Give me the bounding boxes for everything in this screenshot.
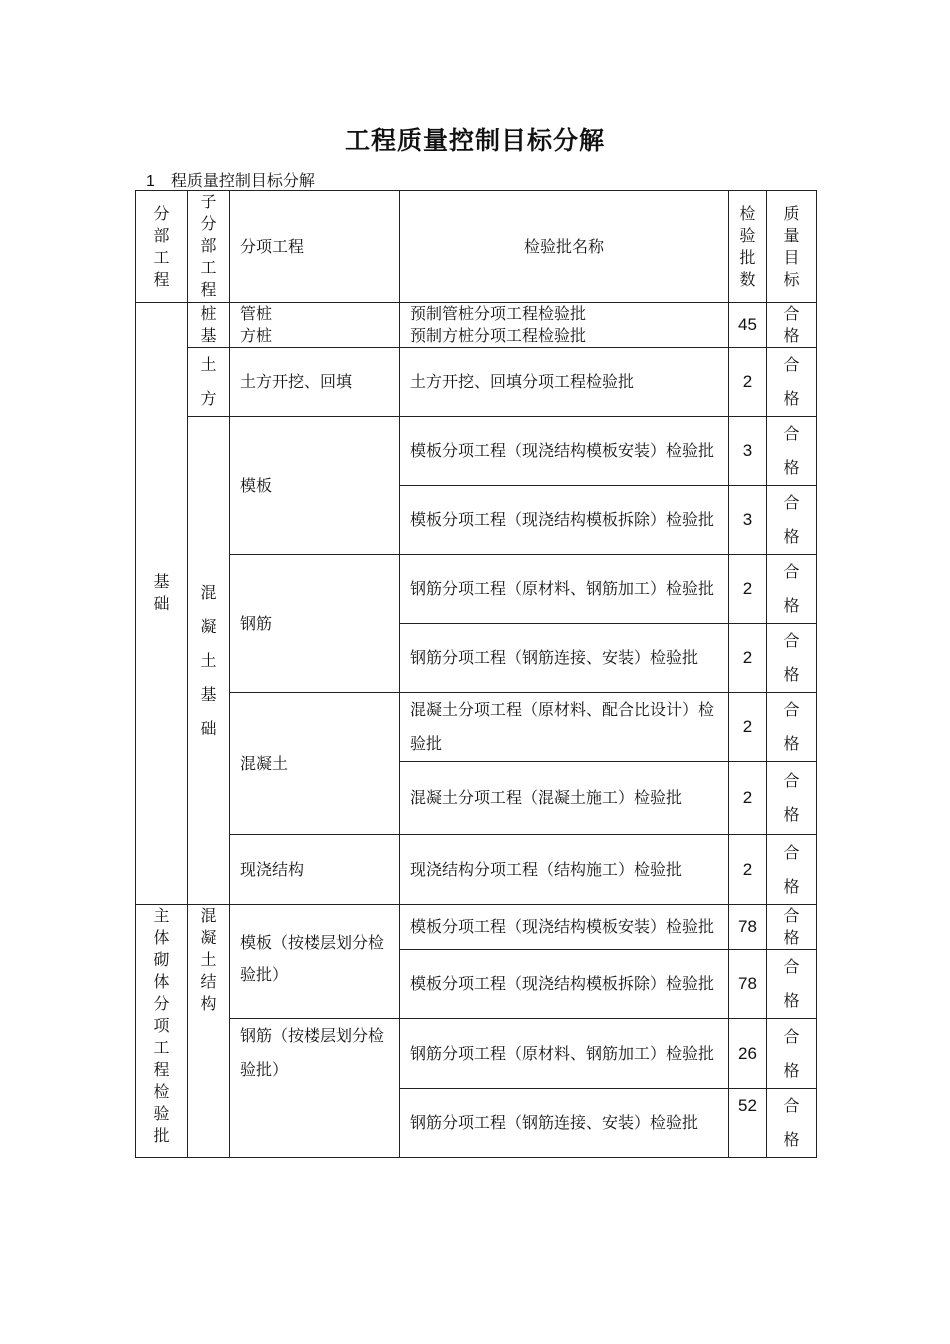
quality-target-cell: 合格 — [767, 693, 817, 762]
header-quality-target: 质量目标 — [767, 191, 817, 303]
item-cell: 钢筋 — [230, 555, 400, 693]
document-title: 工程质量控制目标分解 — [344, 126, 605, 155]
batch-name-cell: 钢筋分项工程（原材料、钢筋加工）检验批 — [400, 555, 729, 624]
batch-count-cell: 78 — [729, 905, 767, 950]
item-cell: 管桩 方桩 — [230, 303, 400, 348]
header-item: 分项工程 — [230, 191, 400, 303]
item-cell: 钢筋（按楼层划分检验批） — [230, 1019, 400, 1158]
subdivision-concrete-foundation: 混凝土基础 — [188, 417, 230, 905]
batch-name-cell: 钢筋分项工程（原材料、钢筋加工）检验批 — [400, 1019, 729, 1089]
batch-name-cell: 模板分项工程（现浇结构模板安装）检验批 — [400, 417, 729, 486]
table-caption — [146, 168, 315, 191]
quality-target-cell: 合格 — [767, 950, 817, 1019]
quality-target-cell: 合格 — [767, 417, 817, 486]
batch-count-cell: 2 — [729, 348, 767, 417]
item-cell: 模板 — [230, 417, 400, 555]
batch-count-cell: 2 — [729, 693, 767, 762]
caption-text: 程质量控制目标分解 — [170, 171, 315, 190]
subdivision-earthwork: 土方 — [188, 348, 230, 417]
quality-target-cell: 合格 — [767, 348, 817, 417]
batch-count-cell: 52 — [729, 1089, 767, 1158]
batch-name-cell: 现浇结构分项工程（结构施工）检验批 — [400, 835, 729, 905]
item-cell: 模板（按楼层划分检验批） — [230, 905, 400, 1019]
table-row — [136, 835, 817, 905]
batch-name-cell: 钢筋分项工程（钢筋连接、安装）检验批 — [400, 624, 729, 693]
batch-count-cell: 2 — [729, 762, 767, 835]
quality-target-cell: 合格 — [767, 624, 817, 693]
quality-target-cell: 合格 — [767, 555, 817, 624]
quality-target-cell: 合格 — [767, 905, 817, 950]
quality-target-table — [135, 190, 817, 1158]
quality-target-cell: 合格 — [767, 835, 817, 905]
header-division: 分部工程 — [136, 191, 188, 303]
subdivision-concrete-structure: 混凝土结构 — [188, 905, 230, 1158]
item-cell: 混凝土 — [230, 693, 400, 835]
batch-count-cell: 3 — [729, 417, 767, 486]
batch-count-cell: 2 — [729, 835, 767, 905]
table-row — [136, 417, 817, 486]
header-subdivision: 子分部工程 — [188, 191, 230, 303]
quality-target-cell: 合格 — [767, 303, 817, 348]
batch-name-cell: 模板分项工程（现浇结构模板拆除）检验批 — [400, 950, 729, 1019]
batch-name-cell: 模板分项工程（现浇结构模板拆除）检验批 — [400, 486, 729, 555]
header-batch-name: 检验批名称 — [400, 191, 729, 303]
division-main-structure: 主体砌体分项工程检验批 — [136, 905, 188, 1158]
batch-count-cell: 45 — [729, 303, 767, 348]
quality-target-cell: 合格 — [767, 1019, 817, 1089]
batch-name-cell: 混凝土分项工程（混凝土施工）检验批 — [400, 762, 729, 835]
table-row — [136, 303, 817, 348]
table-row — [136, 555, 817, 624]
batch-name-cell: 钢筋分项工程（钢筋连接、安装）检验批 — [400, 1089, 729, 1158]
batch-name-cell: 土方开挖、回填分项工程检验批 — [400, 348, 729, 417]
batch-name-cell: 混凝土分项工程（原材料、配合比设计）检验批 — [400, 693, 729, 762]
caption-number: 1 — [146, 173, 155, 190]
quality-target-cell: 合格 — [767, 486, 817, 555]
table-row — [136, 348, 817, 417]
subdivision-pile: 桩基 — [188, 303, 230, 348]
item-cell: 土方开挖、回填 — [230, 348, 400, 417]
batch-count-cell: 26 — [729, 1019, 767, 1089]
batch-count-cell: 3 — [729, 486, 767, 555]
batch-count-cell: 78 — [729, 950, 767, 1019]
batch-count-cell: 2 — [729, 624, 767, 693]
header-batch-count: 检验批数 — [729, 191, 767, 303]
batch-name-cell: 预制管桩分项工程检验批 预制方桩分项工程检验批 — [400, 303, 729, 348]
table-header-row — [136, 191, 817, 303]
quality-target-cell: 合格 — [767, 1089, 817, 1158]
table-row — [136, 693, 817, 762]
batch-count-cell: 2 — [729, 555, 767, 624]
item-cell: 现浇结构 — [230, 835, 400, 905]
table-row — [136, 905, 817, 950]
quality-target-cell: 合格 — [767, 762, 817, 835]
division-foundation: 基础 — [136, 303, 188, 905]
batch-name-cell: 模板分项工程（现浇结构模板安装）检验批 — [400, 905, 729, 950]
table-row — [136, 1019, 817, 1089]
